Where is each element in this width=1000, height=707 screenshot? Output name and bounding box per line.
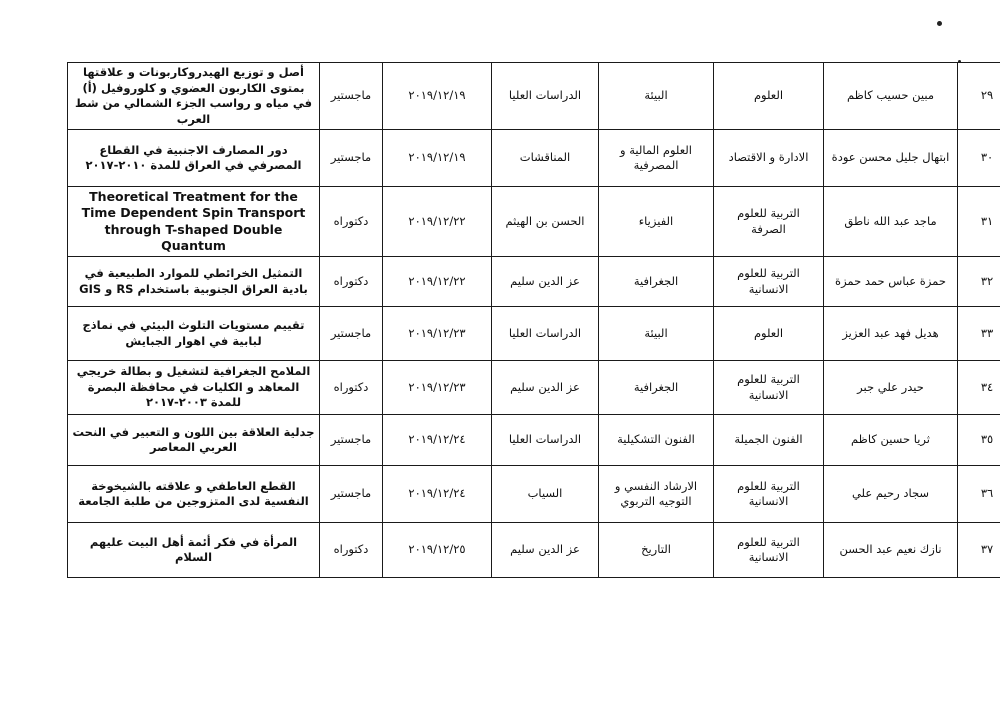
thesis-title: الملامح الجغرافية لتشغيل و بطالة خريجي المعاهد و الكليات في محافظة البصرة للمدة ٢٠٠٣-٢٠١٧ <box>68 361 320 415</box>
table-row <box>68 307 1000 361</box>
table-row <box>68 466 1000 523</box>
scan-dot-mark <box>937 21 942 26</box>
table-row <box>68 63 1000 130</box>
discussion-venue: السياب <box>492 466 599 523</box>
thesis-title: تقييم مستويات التلوث البيئي في نماذج لبابية في اهوار الجبايش <box>68 307 320 361</box>
table-row <box>68 257 1000 307</box>
discussion-date: ٢٠١٩/١٢/١٩ <box>383 63 492 130</box>
college: التربية للعلوم الانسانية <box>714 466 824 523</box>
student-name: حيدر علي جبر <box>824 361 958 415</box>
row-number: ٣٤ <box>958 361 1000 415</box>
degree: ماجستير <box>320 307 383 361</box>
department: الارشاد النفسي و التوجيه التربوي <box>599 466 714 523</box>
college: التربية للعلوم الصرفة <box>714 187 824 257</box>
row-number: ٣٠ <box>958 130 1000 187</box>
thesis-title: المرأة في فكر أئمة أهل البيت عليهم السلام <box>68 523 320 578</box>
row-number: ٣٣ <box>958 307 1000 361</box>
discussion-venue: الحسن بن الهيثم <box>492 187 599 257</box>
degree: ماجستير <box>320 466 383 523</box>
discussion-date: ٢٠١٩/١٢/٢٢ <box>383 187 492 257</box>
student-name: سجاد رحيم علي <box>824 466 958 523</box>
row-number: ٣٥ <box>958 415 1000 466</box>
college: التربية للعلوم الانسانية <box>714 361 824 415</box>
college: الفنون الجميلة <box>714 415 824 466</box>
discussion-date: ٢٠١٩/١٢/٢٤ <box>383 466 492 523</box>
row-number: ٢٩ <box>958 63 1000 130</box>
department: البيئة <box>599 307 714 361</box>
student-name: نازك نعيم عبد الحسن <box>824 523 958 578</box>
row-number: ٣١ <box>958 187 1000 257</box>
college: الادارة و الاقتصاد <box>714 130 824 187</box>
student-name: هديل فهد عبد العزيز <box>824 307 958 361</box>
college: العلوم <box>714 63 824 130</box>
student-name: مبين حسيب كاظم <box>824 63 958 130</box>
degree: ماجستير <box>320 63 383 130</box>
department: التاريخ <box>599 523 714 578</box>
row-number: ٣٦ <box>958 466 1000 523</box>
college: التربية للعلوم الانسانية <box>714 523 824 578</box>
discussion-venue: عز الدين سليم <box>492 257 599 307</box>
table-row <box>68 523 1000 578</box>
department: الجغرافية <box>599 257 714 307</box>
student-name: حمزة عباس حمد حمزة <box>824 257 958 307</box>
thesis-title: أصل و توزيع الهيدروكاربونات و علاقتها بمتوى الكاربون العضوي و كلوروفيل (أ) في مياه و رواسب الجزء الشمالي من شط العرب <box>68 63 320 130</box>
table-row <box>68 130 1000 187</box>
table-row <box>68 361 1000 415</box>
college: التربية للعلوم الانسانية <box>714 257 824 307</box>
discussion-venue: المناقشات <box>492 130 599 187</box>
department: الفيزياء <box>599 187 714 257</box>
thesis-title: Theoretical Treatment for the Time Dependent Spin Transport through T-shaped Double Quantum <box>68 187 320 257</box>
thesis-title: القطع العاطفي و علاقته بالشيخوخة النفسية لدى المتزوجين من طلبة الجامعة <box>68 466 320 523</box>
row-number: ٣٢ <box>958 257 1000 307</box>
student-name: ماجد عبد الله ناطق <box>824 187 958 257</box>
discussion-date: ٢٠١٩/١٢/٢٥ <box>383 523 492 578</box>
degree: ماجستير <box>320 415 383 466</box>
discussion-venue: الدراسات العليا <box>492 307 599 361</box>
department: الجغرافية <box>599 361 714 415</box>
discussion-date: ٢٠١٩/١٢/١٩ <box>383 130 492 187</box>
discussion-venue: الدراسات العليا <box>492 415 599 466</box>
student-name: ثريا حسين كاظم <box>824 415 958 466</box>
degree: دكتوراه <box>320 523 383 578</box>
thesis-title: دور المصارف الاجنبية في القطاع المصرفي في العراق للمدة ٢٠١٠-٢٠١٧ <box>68 130 320 187</box>
row-number: ٣٧ <box>958 523 1000 578</box>
degree: دكتوراه <box>320 361 383 415</box>
department: العلوم المالية و المصرفية <box>599 130 714 187</box>
degree: دكتوراه <box>320 257 383 307</box>
discussion-date: ٢٠١٩/١٢/٢٢ <box>383 257 492 307</box>
table-row <box>68 187 1000 257</box>
discussion-date: ٢٠١٩/١٢/٢٤ <box>383 415 492 466</box>
discussion-venue: عز الدين سليم <box>492 523 599 578</box>
student-name: ابتهال جليل محسن عودة <box>824 130 958 187</box>
thesis-title: جدلية العلاقة بين اللون و التعبير في النحت العربي المعاصر <box>68 415 320 466</box>
department: الفنون التشكيلية <box>599 415 714 466</box>
degree: ماجستير <box>320 130 383 187</box>
discussion-date: ٢٠١٩/١٢/٢٣ <box>383 307 492 361</box>
discussion-venue: الدراسات العليا <box>492 63 599 130</box>
department: البيئة <box>599 63 714 130</box>
table-row <box>68 415 1000 466</box>
college: العلوم <box>714 307 824 361</box>
discussion-venue: عز الدين سليم <box>492 361 599 415</box>
thesis-title: التمثيل الخرائطي للموارد الطبيعية في بادية العراق الجنوبية باستخدام RS و GIS <box>68 257 320 307</box>
records-table <box>67 62 1000 578</box>
discussion-date: ٢٠١٩/١٢/٢٣ <box>383 361 492 415</box>
records-table-body <box>68 63 1000 578</box>
degree: دكتوراه <box>320 187 383 257</box>
